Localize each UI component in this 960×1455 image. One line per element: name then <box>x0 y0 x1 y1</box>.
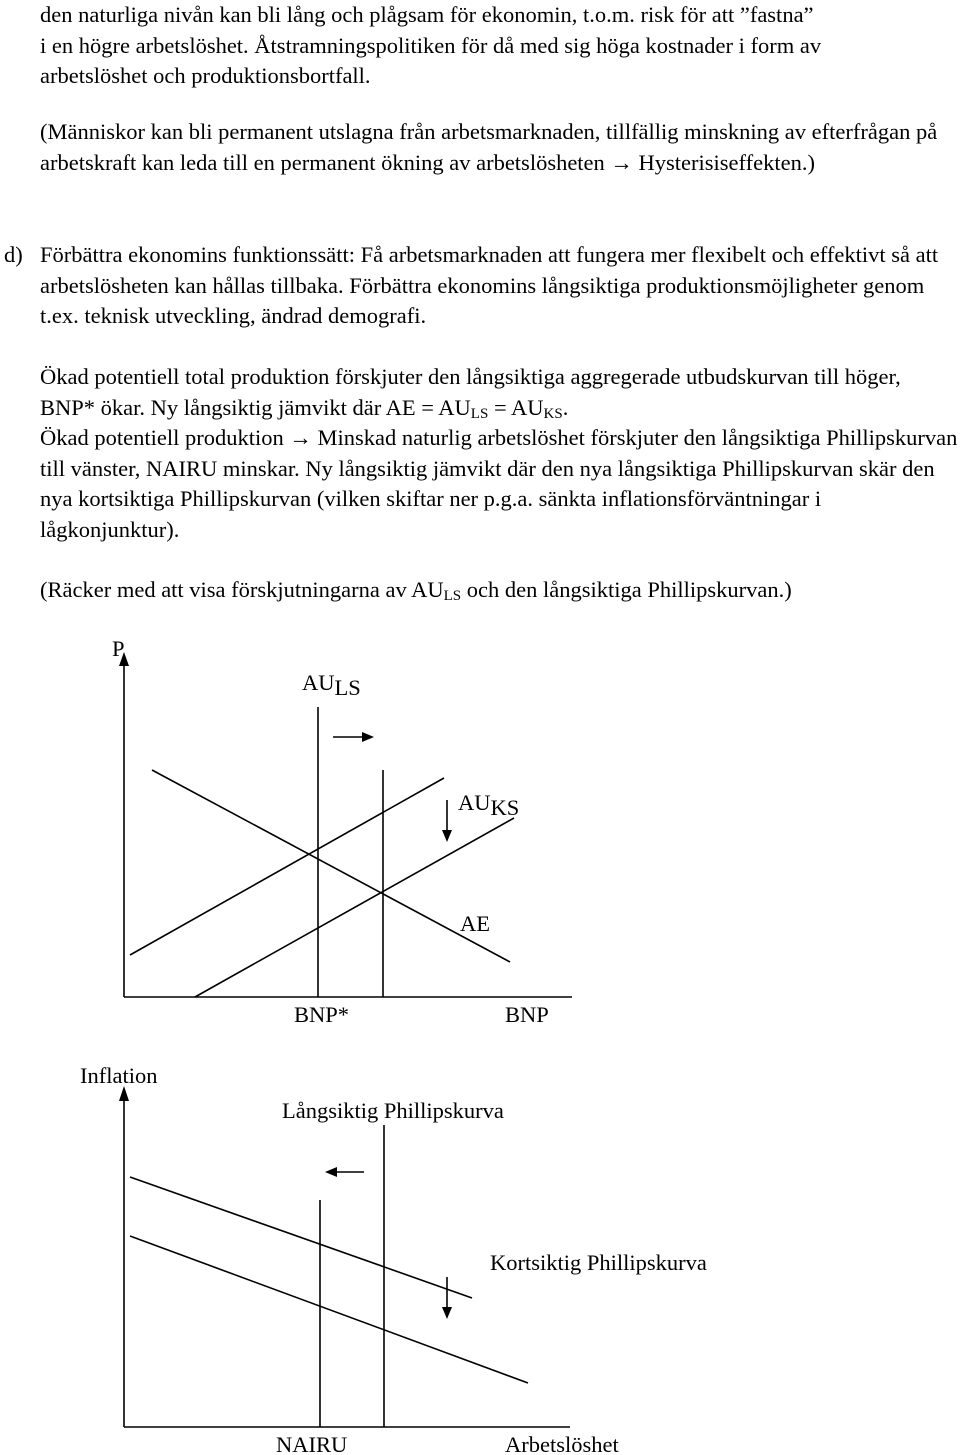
text-block: Förbättra ekonomins funktionssätt: Få arbetsmarknaden att fungera mer flexibelt och effektivt så att arbetslösheten kan hållas tillbaka. Förbättra ekonomins långsiktiga produktionsmöjligheter genom t.ex. teknisk utveckling, ändrad demografi. <box>40 242 939 328</box>
bnp-label: BNP <box>505 1002 549 1027</box>
long-run-shift-arrowhead <box>325 1167 337 1177</box>
y-axis-phillips-arrowhead <box>119 1086 129 1101</box>
subscript: LS <box>443 588 462 604</box>
au-ls-shift-arrowhead <box>362 732 374 742</box>
inflation-label: Inflation <box>80 1063 158 1088</box>
text-block: (Människor kan bli permanent utslagna från arbetsmarknaden, tillfällig minskning av efterfrågan på arbetskraft kan leda till en permanent ökning av arbetslösheten → Hysterisiseffekten.) <box>40 119 938 175</box>
au-ks-curve-old <box>130 778 444 955</box>
text-block: Ökad potentiell produktion → Minskad naturlig arbetslöshet förskjuter den långsiktiga Phillipskurvan till vänster, NAIRU minskar. Ny långsiktig jämvikt där den nya långsiktiga Phillipskurvan skär den nya kortsiktiga Phillipskurvan (vilken skiftar ner p.g.a. sänkta inflationsförväntningar i lågkonjunktur). <box>40 425 958 542</box>
short-run-phillips-old <box>130 1177 472 1298</box>
y-axis-label: P <box>112 636 125 661</box>
au-ks-label: AUKS <box>458 790 520 820</box>
text-run: och den långsiktiga Phillipskurvan.) <box>461 577 792 602</box>
short-run-shift-arrowhead <box>442 1307 452 1319</box>
short-run-phillips-new <box>130 1236 528 1383</box>
text-line: i en högre arbetslöshet. Åtstramningspolitiken för då med sig höga kostnader i form av <box>40 32 822 58</box>
text-line: den naturliga nivån kan bli lång och plågsam för ekonomin, t.o.m. risk för att ”fastna” <box>40 2 814 27</box>
text-run: . <box>562 394 569 420</box>
bnp-star-label: BNP* <box>294 1002 350 1027</box>
subscript: KS <box>543 405 563 422</box>
text-line: arbetslöshet och produktionsbortfall. <box>40 63 371 88</box>
au-ks-shift-arrowhead <box>442 830 452 842</box>
nairu-label: NAIRU <box>276 1432 348 1455</box>
au-ls-label: AULS <box>302 670 361 700</box>
unemployment-label: Arbetslöshet <box>505 1432 619 1455</box>
text-run: Ökad potentiell total produktion förskjuter den långsiktiga aggregerade utbudskurvan till höger, BNP* ökar. Ny långsiktig jämvikt där AE = AU <box>40 364 901 420</box>
long-run-phillips-label: Långsiktig Phillipskurva <box>282 1098 504 1123</box>
short-run-phillips-label: Kortsiktig Phillipskurva <box>490 1250 707 1275</box>
list-marker-d: d) <box>4 242 23 267</box>
ae-label: AE <box>460 911 490 936</box>
subscript: LS <box>470 405 489 422</box>
text-run: (Räcker med att visa förskjutningarna av AU <box>40 577 444 602</box>
text-run: = AU <box>488 394 544 420</box>
ae-curve <box>152 770 510 962</box>
au-ks-curve-new <box>195 818 514 997</box>
